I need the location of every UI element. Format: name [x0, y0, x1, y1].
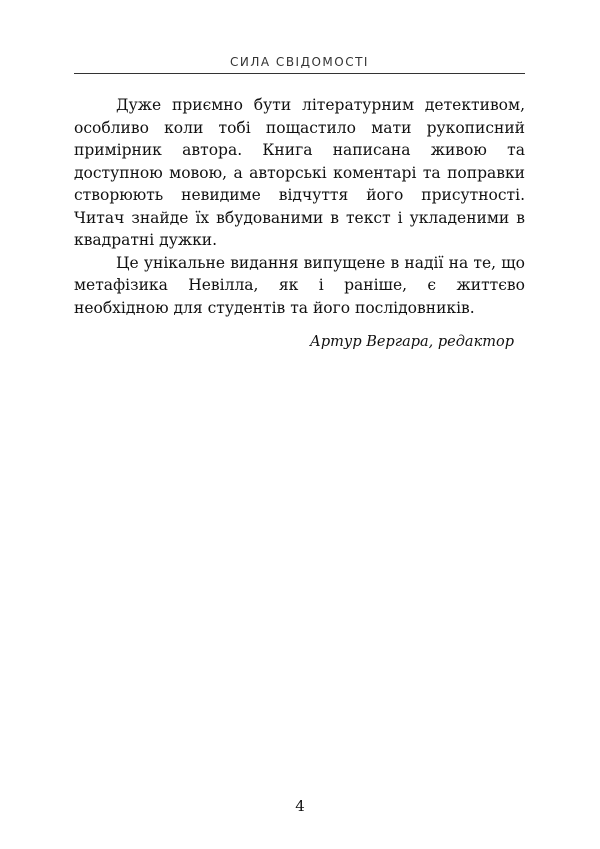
paragraph-2: Це унікальне видання випущене в надії на те, що метафізика Невілла, як і раніше, є життєво необхідною для студентів та його послідовників.: [74, 253, 525, 317]
body-text: [74, 94, 525, 319]
paragraph-1: Дуже приємно бути літературним детективом, особливо коли тобі пощастило мати рукописний примірник автора. Книга написана живою та доступною мовою, а авторські коментарі та поправки створюють невидиме відчуття його присутності. Читач знайде їх вбудованими в текст і укладеними в квадратні дужки.: [74, 96, 525, 249]
editor-signature: Артур Вергара, редактор: [309, 334, 514, 350]
header-divider: [74, 73, 525, 74]
page-number: 4: [295, 797, 305, 815]
running-head-title: СИЛА СВІДОМОСТІ: [230, 55, 369, 69]
